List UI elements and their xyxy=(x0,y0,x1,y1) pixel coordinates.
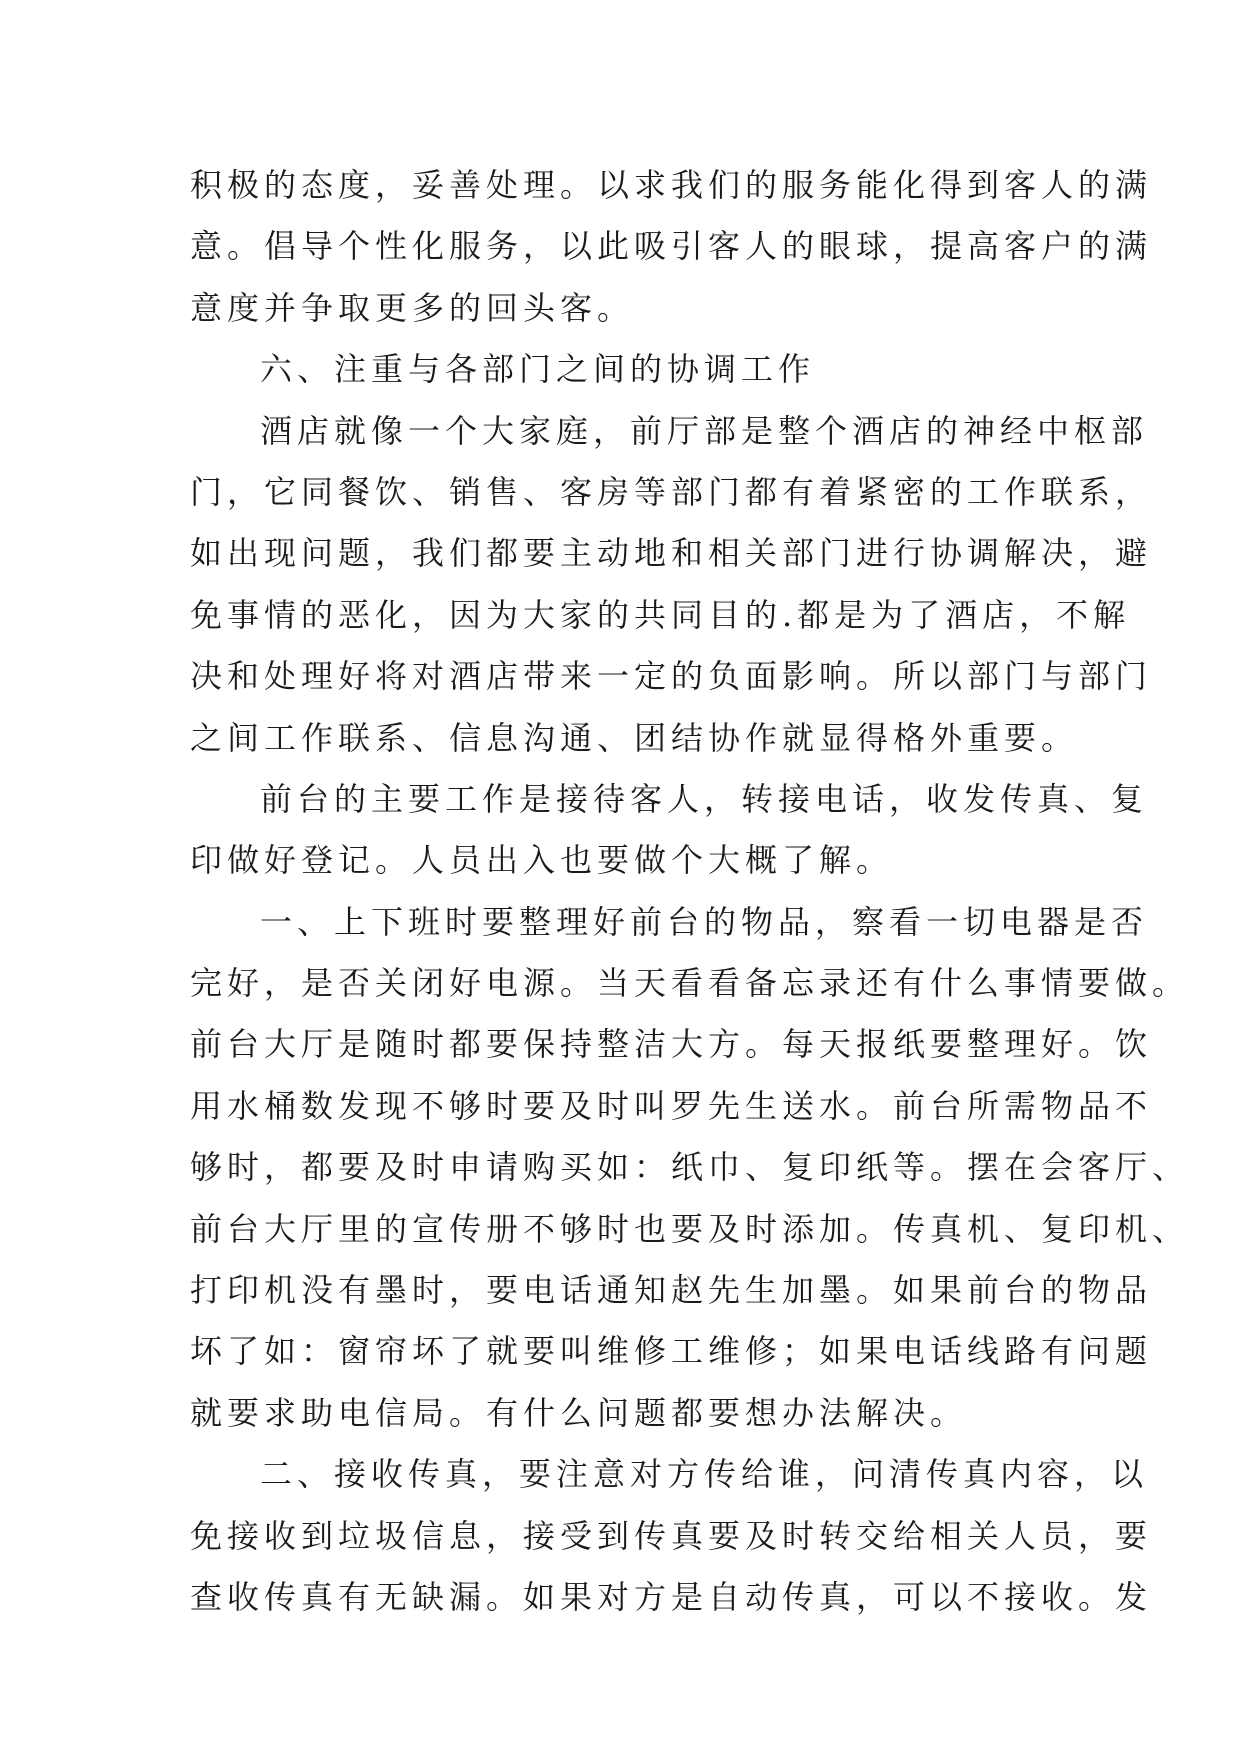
text-line: 如出现问题，我们都要主动地和相关部门进行协调解决，避 xyxy=(190,534,1153,573)
text-line: 酒店就像一个大家庭，前厅部是整个酒店的神经中枢部 xyxy=(260,411,1149,450)
text-line: 坏了如：窗帘坏了就要叫维修工维修；如果电话线路有问题 xyxy=(190,1332,1153,1371)
text-line: 一、上下班时要整理好前台的物品，察看一切电器是否 xyxy=(260,902,1149,941)
text-line: 用水桶数发现不够时要及时叫罗先生送水。前台所需物品不 xyxy=(190,1086,1153,1125)
text-line: 二、接收传真，要注意对方传给谁，问清传真内容，以 xyxy=(260,1455,1149,1494)
text-line: 门，它同餐饮、销售、客房等部门都有着紧密的工作联系， xyxy=(190,472,1153,511)
text-line: 前台的主要工作是接待客人，转接电话，收发传真、复 xyxy=(260,779,1149,818)
text-line: 之间工作联系、信息沟通、团结协作就显得格外重要。 xyxy=(190,718,1079,757)
document-body xyxy=(190,155,1190,1628)
text-line: 印做好登记。人员出入也要做个大概了解。 xyxy=(190,841,894,880)
text-line: 意。倡导个性化服务，以此吸引客人的眼球，提高客户的满 xyxy=(190,227,1153,266)
text-line: 就要求助电信局。有什么问题都要想办法解决。 xyxy=(190,1393,968,1432)
text-line: 免接收到垃圾信息，接受到传真要及时转交给相关人员，要 xyxy=(190,1516,1153,1555)
text-line: 免事情的恶化，因为大家的共同目的.都是为了酒店，不解 xyxy=(190,595,1131,634)
text-line: 打印机没有墨时，要电话通知赵先生加墨。如果前台的物品 xyxy=(190,1271,1153,1310)
text-line: 前台大厅里的宣传册不够时也要及时添加。传真机、复印机、 xyxy=(190,1209,1190,1248)
text-line: 积极的态度，妥善处理。以求我们的服务能化得到客人的满 xyxy=(190,166,1153,204)
text-line: 完好，是否关闭好电源。当天看看备忘录还有什么事情要做。 xyxy=(190,964,1190,1003)
text-line: 前台大厅是随时都要保持整洁大方。每天报纸要整理好。饮 xyxy=(190,1025,1153,1064)
text-line: 决和处理好将对酒店带来一定的负面影响。所以部门与部门 xyxy=(190,657,1153,696)
text-line: 够时，都要及时申请购买如：纸巾、复印纸等。摆在会客厅、 xyxy=(190,1148,1190,1187)
text-line: 意度并争取更多的回头客。 xyxy=(190,288,635,327)
text-line: 查收传真有无缺漏。如果对方是自动传真，可以不接收。发 xyxy=(190,1577,1153,1616)
text-line: 六、注重与各部门之间的协调工作 xyxy=(260,350,816,389)
